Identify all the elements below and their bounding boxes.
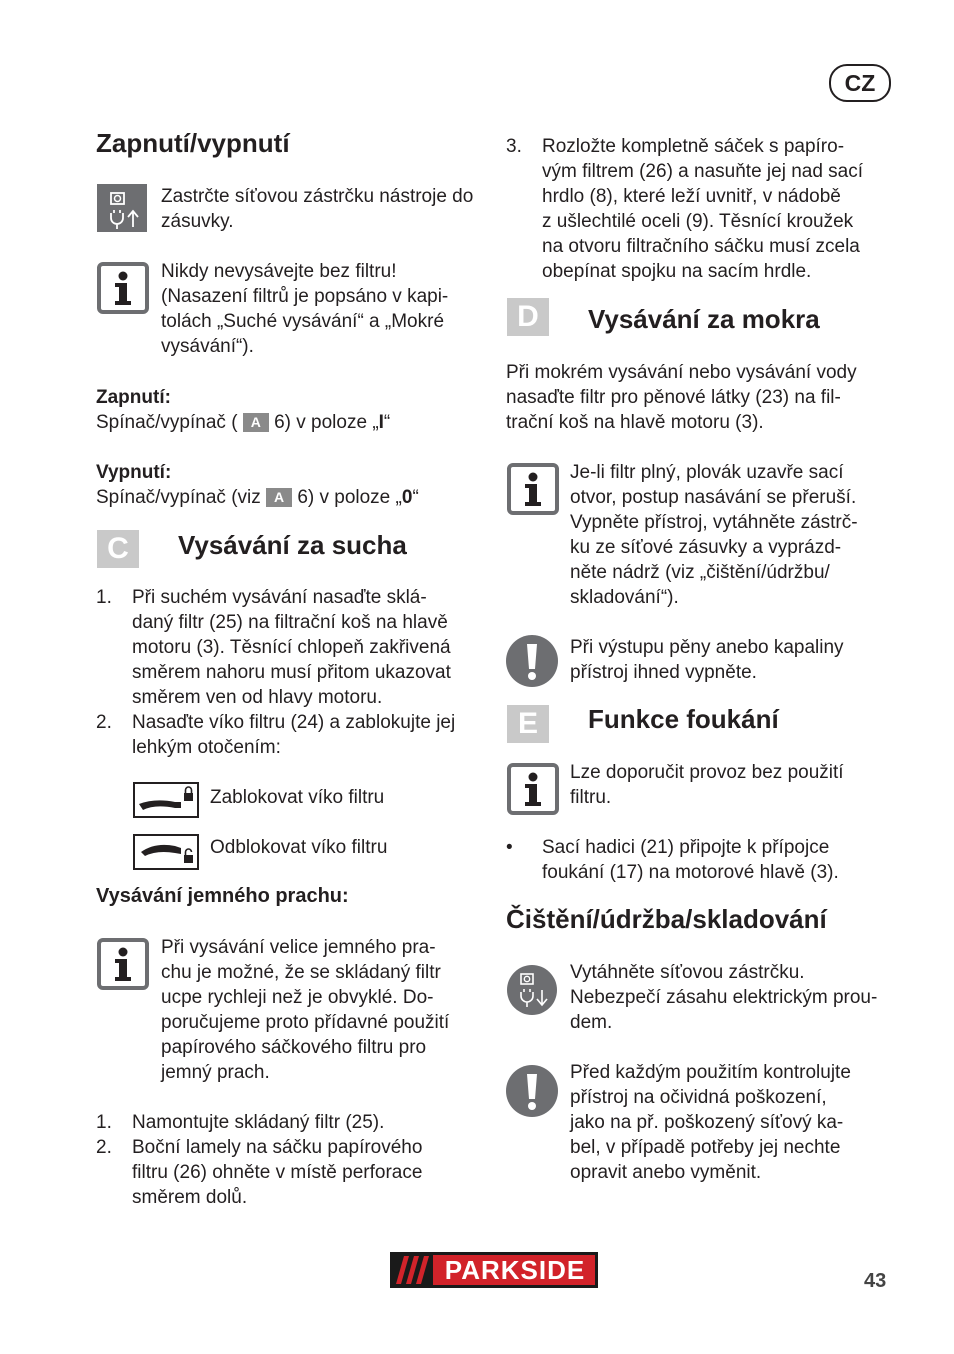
dry-steps [96,585,488,760]
section-letter-d: D [507,298,549,336]
parkside-logo: PARKSIDE [390,1252,598,1288]
info-fine-dust: Při vysávání velice jemného pra- chu je možné, že se skládaný filtr ucpe rychleji než je obvyklé. Do- poručujeme proto přídavné použití papírového sáčkového filtru pro jemný prach. [161,937,450,1083]
off-label: Vypnutí: [96,462,172,483]
section-title-cleaning: Čištění/údržba/skladování [506,904,827,934]
lock-lid-icon [133,782,199,818]
section-title-power: Zapnutí/vypnutí [96,128,290,158]
language-badge: CZ [829,64,891,102]
on-label: Zapnutí: [96,387,171,408]
off-text: Spínač/vypínač (viz A 6) v poloze „0“ [96,487,419,508]
blow-bullet: • Sací hadici (21) připojte k přípojce foukání (17) na motorové hlavě (3). [506,837,839,883]
unlock-lid-text: Odblokovat víko filtru [210,837,388,858]
list-item: 2. Boční lamely na sáčku papírového filtru (26) ohněte v místě perforace směrem dolů. [96,1137,423,1208]
paper-filter-step [506,134,906,284]
section-letter-e: E [507,705,549,743]
lock-lid-text: Zablokovat víko filtru [210,787,385,808]
section-letter-c: C [97,530,139,568]
warning-icon [505,634,559,688]
figure-a-badge: A [243,413,269,432]
unplug-text: Vytáhněte síťovou zástrčku. Nebezpečí zásahu elektrickým prou- dem. [570,962,878,1033]
unplug-icon [506,964,558,1016]
warning-foam: Při výstupu pěny anebo kapaliny přístroj ihned vypněte. [570,637,844,683]
info-icon [97,938,149,990]
info-no-filter: Nikdy nevysávejte bez filtru! (Nasazení filtrů je popsáno v kapi- tolách „Suché vysávání“ a „Mokré vysávání“). [161,261,449,357]
fine-dust-steps [96,1110,488,1210]
info-icon [507,763,559,815]
section-title-dry: Vysávání za sucha [178,530,407,560]
info-icon [507,463,559,515]
plug-in-icon [97,184,147,232]
info-icon [97,262,149,314]
fine-dust-label: Vysávání jemného prachu: [96,885,349,907]
list-item: 3. Rozložte kompletně sáček s papíro- vým filtrem (26) a nasuňte jej nad sací hrdlo (8), které leží uvnitř, v nádobě z ušlechtilé oceli (9). Těsnící kroužek na otvoru filtračního sáčku musí zcela obepínat spojku na sacím hrdle. [506,136,864,282]
figure-a-badge: A [266,488,292,507]
info-no-filter-blow: Lze doporučit provoz bez použití filtru. [570,762,844,808]
warning-icon [505,1064,559,1118]
on-text: Spínač/vypínač ( A 6) v poloze „I“ [96,412,391,433]
unlock-lid-icon [133,834,199,870]
page-number: 43 [864,1270,887,1292]
list-item: 2. Nasaďte víko filtru (24) a zablokujte jej lehkým otočením: [96,712,456,758]
list-item: 1. Namontujte skládaný filtr (25). [96,1112,385,1133]
section-title-blow: Funkce foukání [588,704,779,734]
info-float: Je-li filtr plný, plovák uzavře sací otvor, postup nasávání se přeruší. Vypněte přístroj, vytáhněte zástrč- ku ze síťové zásuvky a vyprázd- něte nádrž (viz „čištění/údržbu/ skladování“). [570,462,858,608]
warning-inspect: Před každým použitím kontrolujte přístroj na očividná poškození, jako na př. poškozený síťový ka- bel, v případě potřeby jej nechte opravit anebo vyměnit. [570,1062,851,1183]
list-item: 1. Při suchém vysávání nasaďte sklá- daný filtr (25) na filtrační koš na hlavě motoru (3). Těsnící chlopeň zakřivená směrem nahoru musí přitom ukazovat směrem ven od hlavy motoru. [96,587,451,708]
wet-intro: Při mokrém vysávání nebo vysávání vody nasaďte filtr pro pěnové látky (23) na fil- trační koš na hlavě motoru (3). [506,362,857,433]
plug-in-text: Zastrčte síťovou zástrčku nástroje do zásuvky. [161,186,474,232]
section-title-wet: Vysávání za mokra [588,304,820,334]
